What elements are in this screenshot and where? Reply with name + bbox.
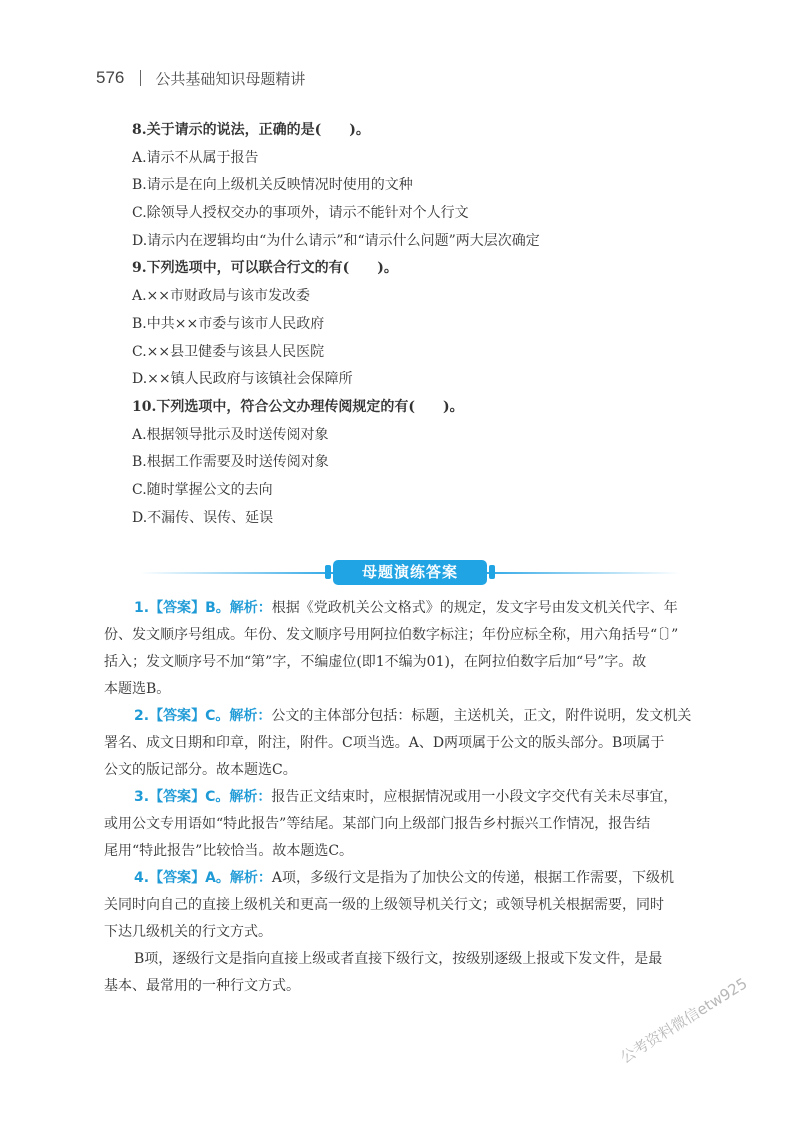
watermark: 公考资料微信etw925 [617,974,751,1067]
answer-line [104,595,702,622]
question-option: A.根据领导批示及时送传阅对象 [132,426,329,443]
answer-text: 括入；发文顺序号不加“第”字，不编虚位(即1不编为01)，在阿拉伯数字后加“号”字。故 [104,654,647,670]
answer-text: 根据《党政机关公文格式》的规定，发文字号由发文机关代字、年 [271,600,678,616]
question-stem: 9.下列选项中，可以联合行文的有( )。 [132,260,398,277]
page-header [96,64,305,92]
analysis-label: 。解析： [215,789,272,805]
answer-item [104,784,702,865]
answer-item [104,865,702,946]
answer-label: 答案 [163,600,192,616]
answer-text: 报告正文结束时，应根据情况或用一小段文字交代有关未尽事宜， [271,789,678,805]
answer-bracket-open: 【 [149,708,164,724]
answer-continuation: B项，逐级行文是指向直接上级或者直接下级行文，按级别逐级上报或下发文件，是最 [134,951,663,967]
answer-letter: C [205,708,216,724]
answer-line [104,838,702,865]
answer-number: 1. [134,600,150,616]
question-option: B.请示是在向上级机关反映情况时使用的文种 [132,177,413,194]
answer-line [104,703,702,730]
answer-line [104,757,702,784]
banner-line-left [140,572,340,574]
question-option: A.××市财政局与该市发改委 [132,288,311,305]
answer-bracket-close: 】 [191,708,206,724]
answer-text: A项，多级行文是指为了加快公文的传递，根据工作需要，下级机 [271,870,675,886]
answer-text: 本题选B。 [104,681,171,697]
answer-bracket-open: 【 [149,600,164,616]
question-option: C.随时掌握公文的去向 [132,481,273,498]
answer-label: 答案 [163,789,192,805]
answer-number: 3. [134,789,150,805]
page-number: 576 [96,68,125,87]
question-option: C.××县卫健委与该县人民医院 [132,343,325,360]
answer-text: 尾用“特此报告”比较恰当。故本题选C。 [104,843,354,859]
answer-continuation: 基本、最常用的一种行文方式。 [104,978,300,994]
answer-bracket-open: 【 [149,870,164,886]
answer-list [104,595,702,1000]
analysis-label: 。解析： [215,708,272,724]
answer-bracket-open: 【 [149,789,164,805]
answer-letter: A [205,870,216,886]
answer-text: 公文的主体部分包括：标题，主送机关，正文，附件说明，发文机关 [271,708,692,724]
answer-label: 答案 [163,708,192,724]
answer-line [104,811,702,838]
banner-line-right [480,572,680,574]
answer-text: 关同时向自己的直接上级机关和更高一级的上级领导机关行文；或领导机关根据需要，同时 [104,897,664,913]
answer-bracket-close: 】 [191,789,206,805]
answer-item [104,703,702,784]
analysis-label: 。解析： [215,870,272,886]
answer-line [104,676,702,703]
answer-text: 份、发文顺序号组成。年份、发文顺序号用阿拉伯数字标注；年份应标全称，用六角括号“〔〕” [104,627,679,643]
question-option: D.请示内在逻辑均由“为什么请示”和“请示什么问题”两大层次确定 [132,232,540,249]
answer-line [104,865,702,892]
answer-number: 4. [134,870,150,886]
question-stem: 8.关于请示的说法，正确的是( )。 [132,122,370,138]
answer-line [104,892,702,919]
answer-text: 或用公文专用语如“特此报告”等结尾。某部门向上级部门报告乡村振兴工作情况，报告结 [104,816,651,832]
answer-letter: B [205,600,216,616]
question-list [132,117,692,532]
answer-line [104,649,702,676]
section-banner [140,560,680,586]
answer-line [104,784,702,811]
answer-line [104,919,702,946]
answer-bracket-close: 】 [191,600,206,616]
question-option: A.请示不从属于报告 [132,149,259,166]
answer-item [104,595,702,703]
answer-number: 2. [134,708,150,724]
answer-text: 公文的版记部分。故本题选C。 [104,762,297,778]
answer-letter: C [205,789,216,805]
question-option: B.中共××市委与该市人民政府 [132,315,325,332]
answer-text: 下达几级机关的行文方式。 [104,924,272,940]
header-divider [140,70,141,86]
book-title: 公共基础知识母题精讲 [155,69,306,88]
question-option: D.××镇人民政府与该镇社会保障所 [132,371,353,388]
question-stem: 10.下列选项中，符合公文办理传阅规定的有( )。 [132,398,464,415]
answer-line [104,622,702,649]
question-option: D.不漏传、误传、延误 [132,509,274,526]
section-title: 母题演练答案 [333,560,487,585]
answer-bracket-close: 】 [191,870,206,886]
analysis-label: 。解析： [215,600,272,616]
answer-label: 答案 [163,870,192,886]
question-option: B.根据工作需要及时送传阅对象 [132,454,329,471]
answer-line [104,730,702,757]
question-option: C.除领导人授权交办的事项外，请示不能针对个人行文 [132,205,469,222]
answer-text: 署名、成文日期和印章，附注，附件。C项当选。A、D两项属于公文的版头部分。B项属于 [104,735,665,751]
